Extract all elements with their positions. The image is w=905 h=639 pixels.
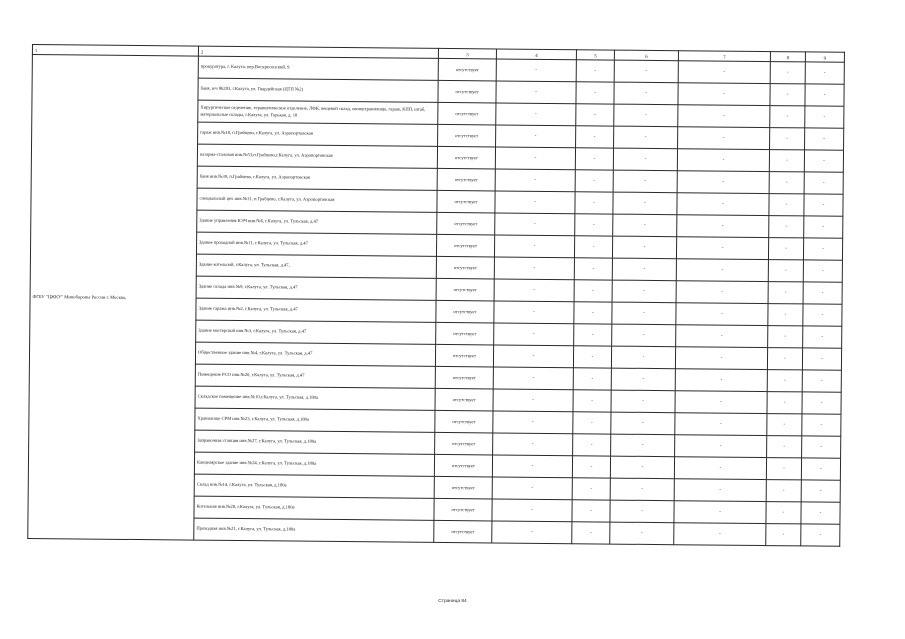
- status-cell: отсутствует: [435, 410, 493, 433]
- object-address-cell: Склад инв.№14, г.Калуга, ул. Тульская, д.180а: [194, 474, 434, 498]
- dash-cell: -: [614, 104, 678, 127]
- status-cell: отсутствует: [434, 476, 492, 499]
- dash-cell: -: [612, 258, 676, 281]
- status-cell: отсутствует: [436, 278, 494, 301]
- dash-cell: -: [677, 193, 769, 216]
- dash-cell: -: [801, 480, 840, 502]
- dash-cell: -: [769, 172, 804, 194]
- col-number-8: 8: [770, 52, 805, 62]
- dash-cell: -: [613, 214, 677, 237]
- dash-cell: -: [494, 257, 574, 280]
- dash-cell: -: [575, 214, 613, 236]
- status-cell: отсутствует: [434, 520, 492, 543]
- dash-cell: -: [803, 238, 842, 260]
- object-address-cell: Помещение РСО инв.№20, г.Калуга, ул. Тульская, д.47: [195, 364, 435, 388]
- dash-cell: -: [495, 169, 575, 192]
- dash-cell: -: [769, 216, 804, 238]
- dash-cell: -: [805, 106, 844, 128]
- dash-cell: -: [801, 458, 840, 480]
- object-address-cell: Складское помещение инв.№10,г.Калуга, ул. Тульская, д.180а: [195, 386, 435, 410]
- dash-cell: -: [676, 281, 768, 304]
- dash-cell: -: [495, 191, 575, 214]
- dash-cell: -: [572, 522, 610, 544]
- dash-cell: -: [611, 390, 675, 413]
- dash-cell: -: [674, 479, 766, 502]
- dash-cell: -: [769, 194, 804, 216]
- object-address-cell: Здание проходной инв.№11, г.Калуга, ул. Тульская, д.47: [196, 232, 436, 256]
- dash-cell: -: [678, 105, 770, 128]
- status-cell: отсутствует: [435, 366, 493, 389]
- status-cell: отсутствует: [438, 102, 496, 125]
- dash-cell: -: [767, 436, 802, 458]
- dash-cell: -: [573, 412, 611, 434]
- status-cell: отсутствует: [435, 344, 493, 367]
- status-cell: отсутствует: [436, 300, 494, 323]
- scanned-table-wrapper: [27, 44, 845, 547]
- dash-cell: -: [496, 81, 576, 104]
- status-cell: отсутствует: [435, 388, 493, 411]
- dash-cell: -: [676, 325, 768, 348]
- dash-cell: -: [611, 412, 675, 435]
- dash-cell: -: [767, 370, 802, 392]
- dash-cell: -: [675, 369, 767, 392]
- dash-cell: -: [573, 390, 611, 412]
- dash-cell: -: [611, 368, 675, 391]
- dash-cell: -: [805, 84, 844, 106]
- status-cell: отсутствует: [435, 432, 493, 455]
- dash-cell: -: [766, 524, 801, 546]
- dash-cell: -: [770, 106, 805, 128]
- dash-cell: -: [492, 477, 572, 500]
- dash-cell: -: [610, 500, 674, 523]
- dash-cell: -: [804, 150, 843, 172]
- dash-cell: -: [611, 434, 675, 457]
- dash-cell: -: [574, 258, 612, 280]
- dash-cell: -: [496, 59, 576, 82]
- dash-cell: -: [576, 82, 614, 104]
- dash-cell: -: [769, 150, 804, 172]
- dash-cell: -: [494, 323, 574, 346]
- dash-cell: -: [767, 348, 802, 370]
- dash-cell: -: [572, 478, 610, 500]
- col-number-7: 7: [678, 51, 770, 62]
- object-address-cell: прокуратура, г. Калуга, пер.Воскресенский, 9: [198, 56, 438, 80]
- dash-cell: -: [576, 126, 614, 148]
- dash-cell: -: [676, 237, 768, 260]
- objects-table: [27, 44, 845, 547]
- dash-cell: -: [612, 324, 676, 347]
- dash-cell: -: [494, 235, 574, 258]
- object-address-cell: Котельная инв.№28, г.Калуга, ул. Тульская, д.180а: [194, 496, 434, 520]
- status-cell: отсутствует: [437, 168, 495, 191]
- dash-cell: -: [496, 125, 576, 148]
- dash-cell: -: [805, 128, 844, 150]
- object-address-cell: казарма-столовая инв.№53,п.Грабцево,г.Калуга, ул. Аэропортовская: [197, 144, 437, 168]
- dash-cell: -: [802, 436, 841, 458]
- status-cell: отсутствует: [434, 454, 492, 477]
- dash-cell: -: [610, 478, 674, 501]
- dash-cell: -: [614, 126, 678, 149]
- object-address-cell: Хирургическое отделение, терапевтическое отделение, ЛФК, вещевой склад, овощехранилище, гараж, КПП, штаб, материальные склады, г.Калуга, ул. Гоpькая, д. 18: [198, 100, 438, 124]
- table-body: [28, 45, 845, 547]
- dash-cell: -: [802, 414, 841, 436]
- dash-cell: -: [801, 524, 840, 546]
- dash-cell: -: [573, 346, 611, 368]
- dash-cell: -: [574, 302, 612, 324]
- status-cell: отсутствует: [436, 322, 494, 345]
- status-cell: отсутствует: [436, 234, 494, 257]
- dash-cell: -: [574, 236, 612, 258]
- dash-cell: -: [575, 192, 613, 214]
- object-address-cell: Здание гаража инв.№2, г.Калуга, ул. Тульская, д.47: [196, 298, 436, 322]
- dash-cell: -: [770, 62, 805, 84]
- dash-cell: -: [612, 236, 676, 259]
- dash-cell: -: [576, 104, 614, 126]
- dash-cell: -: [492, 521, 572, 544]
- object-address-cell: Здание котельной, г.Калуга, ул. Тульская, д.47,: [196, 254, 436, 278]
- dash-cell: -: [674, 523, 766, 546]
- dash-cell: -: [576, 60, 614, 82]
- dash-cell: -: [804, 172, 843, 194]
- dash-cell: -: [495, 213, 575, 236]
- object-address-cell: Здание управления КЭЧ инв.№6, г.Калуга, ул. Тульская, д.47: [197, 210, 437, 234]
- dash-cell: -: [768, 238, 803, 260]
- dash-cell: -: [676, 303, 768, 326]
- organization-cell: ФГБУ "ЦЖКУ" Минобороны России г. Москва,: [28, 55, 199, 541]
- dash-cell: -: [803, 304, 842, 326]
- dash-cell: -: [573, 434, 611, 456]
- dash-cell: -: [803, 326, 842, 348]
- dash-cell: -: [766, 480, 801, 502]
- dash-cell: -: [675, 347, 767, 370]
- dash-cell: -: [767, 414, 802, 436]
- dash-cell: -: [804, 194, 843, 216]
- dash-cell: -: [612, 280, 676, 303]
- object-address-cell: баня, в/ч 86283, г.Калуга, ул. Гвардейская (ЦТП №2): [198, 78, 438, 102]
- dash-cell: -: [611, 346, 675, 369]
- dash-cell: -: [770, 128, 805, 150]
- dash-cell: -: [767, 392, 802, 414]
- status-cell: отсутствует: [437, 190, 495, 213]
- dash-cell: -: [676, 259, 768, 282]
- dash-cell: -: [496, 103, 576, 126]
- dash-cell: -: [494, 301, 574, 324]
- dash-cell: -: [493, 367, 573, 390]
- dash-cell: -: [492, 455, 572, 478]
- col-number-2: 2: [198, 46, 438, 58]
- object-address-cell: специальный цех инв.№31, п.Грабцево, г.Калуга, ул. Аэропортовская: [197, 188, 437, 212]
- col-number-9: 9: [805, 52, 844, 62]
- dash-cell: -: [613, 170, 677, 193]
- dash-cell: -: [768, 304, 803, 326]
- object-address-cell: баня инв.№39, п.Грабцево, г.Калуга, ул. Аэропортовская: [197, 166, 437, 190]
- dash-cell: -: [803, 260, 842, 282]
- status-cell: отсутствует: [436, 256, 494, 279]
- object-address-cell: Здание мастерской инв.№3, г.Калуга, ул. Тульская, д.47: [196, 320, 436, 344]
- object-address-cell: Заправочная станция инв.№27, г.Калуга, ул. Тульская, д.180а: [195, 430, 435, 454]
- dash-cell: -: [770, 84, 805, 106]
- dash-cell: -: [493, 433, 573, 456]
- dash-cell: -: [614, 82, 678, 105]
- dash-cell: -: [766, 502, 801, 524]
- dash-cell: -: [677, 149, 769, 172]
- status-cell: отсутствует: [438, 124, 496, 147]
- status-cell: отсутствует: [437, 212, 495, 235]
- dash-cell: -: [573, 368, 611, 390]
- col-number-5: 5: [576, 50, 614, 60]
- dash-cell: -: [768, 326, 803, 348]
- dash-cell: -: [678, 61, 770, 84]
- dash-cell: -: [493, 389, 573, 412]
- dash-cell: -: [495, 147, 575, 170]
- dash-cell: -: [610, 456, 674, 479]
- dash-cell: -: [493, 345, 573, 368]
- dash-cell: -: [574, 280, 612, 302]
- status-cell: отсутствует: [438, 80, 496, 103]
- dash-cell: -: [802, 348, 841, 370]
- dash-cell: -: [610, 522, 674, 545]
- dash-cell: -: [575, 170, 613, 192]
- object-address-cell: Общественное здание инв.№4, г.Калуга, ул. Тульская, д.47: [195, 342, 435, 366]
- dash-cell: -: [572, 456, 610, 478]
- col-number-6: 6: [614, 50, 678, 61]
- dash-cell: -: [801, 502, 840, 524]
- dash-cell: -: [768, 260, 803, 282]
- object-address-cell: Хранилище СРМ инв.№23, г.Калуга, ул. Тульская, д.180а: [195, 408, 435, 432]
- dash-cell: -: [613, 192, 677, 215]
- dash-cell: -: [494, 279, 574, 302]
- dash-cell: -: [766, 458, 801, 480]
- dash-cell: -: [802, 370, 841, 392]
- dash-cell: -: [575, 148, 613, 170]
- dash-cell: -: [803, 282, 842, 304]
- col-number-3: 3: [438, 48, 496, 59]
- status-cell: отсутствует: [437, 146, 495, 169]
- dash-cell: -: [802, 392, 841, 414]
- dash-cell: -: [674, 501, 766, 524]
- dash-cell: -: [678, 127, 770, 150]
- dash-cell: -: [674, 457, 766, 480]
- col-number-1: 1: [32, 45, 198, 57]
- dash-cell: -: [805, 62, 844, 84]
- dash-cell: -: [804, 216, 843, 238]
- dash-cell: -: [677, 171, 769, 194]
- dash-cell: -: [612, 302, 676, 325]
- object-address-cell: Здание склада инв.№9, г.Калуга, ул. Тульская, д.47: [196, 276, 436, 300]
- dash-cell: -: [574, 324, 612, 346]
- object-address-cell: Канцелярское здание инв.№24, г.Калуга, ул. Тульская, д.180а: [194, 452, 434, 476]
- status-cell: отсутствует: [438, 58, 496, 81]
- dash-cell: -: [613, 148, 677, 171]
- dash-cell: -: [492, 499, 572, 522]
- dash-cell: -: [675, 435, 767, 458]
- dash-cell: -: [493, 411, 573, 434]
- object-address-cell: гараж инв.№18, п.Грабцево, г.Калуга, ул. Аэропортовская: [198, 122, 438, 146]
- dash-cell: -: [614, 60, 678, 83]
- dash-cell: -: [678, 83, 770, 106]
- dash-cell: -: [675, 391, 767, 414]
- object-address-cell: Проходная инв.№21, г.Калуга, ул. Тульская, д.180а: [194, 518, 434, 542]
- dash-cell: -: [572, 500, 610, 522]
- page-number: Страница 84: [438, 599, 467, 604]
- col-number-4: 4: [496, 49, 576, 60]
- status-cell: отсутствует: [434, 498, 492, 521]
- dash-cell: -: [768, 282, 803, 304]
- dash-cell: -: [677, 215, 769, 238]
- dash-cell: -: [675, 413, 767, 436]
